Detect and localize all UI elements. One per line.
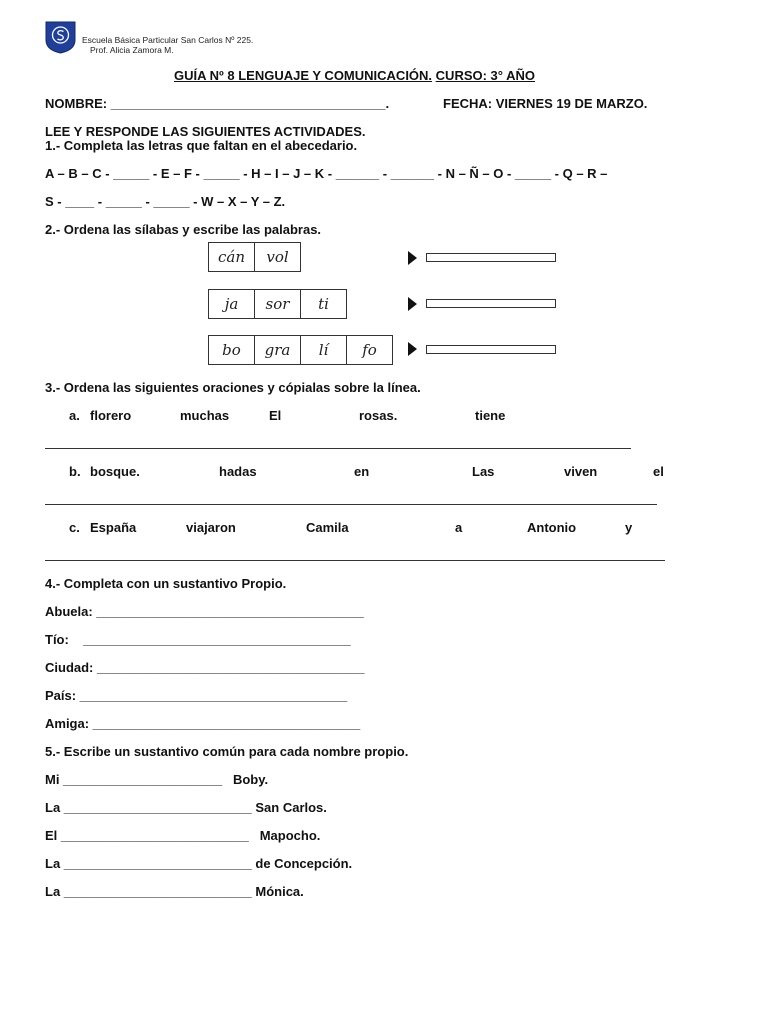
word: viven	[564, 464, 598, 479]
q3-title: 3.- Ordena las siguientes oraciones y cópialas sobre la línea.	[45, 380, 421, 395]
answer-box-2[interactable]	[426, 299, 556, 308]
syllable-tile: cán	[209, 243, 255, 271]
guide-title: GUÍA Nº 8 LENGUAJE Y COMUNICACIÓN.	[174, 68, 433, 83]
school-name: Escuela Básica Particular San Carlos Nº 225.	[82, 35, 254, 45]
word: España	[90, 520, 137, 535]
word: el	[653, 464, 664, 479]
fill-line-abuela[interactable]: Abuela: _____________________________________	[45, 604, 364, 619]
word: Las	[472, 464, 495, 479]
q2-title: 2.- Ordena las sílabas y escribe las palabras.	[45, 222, 322, 237]
word: florero	[90, 408, 132, 423]
syllable-box-row-1	[208, 242, 301, 272]
school-crest-logo	[45, 20, 76, 54]
syllable-tile: lí	[301, 336, 347, 364]
syllable-box-row-2	[208, 289, 347, 319]
date-label: FECHA: VIERNES 19 DE MARZO.	[443, 96, 648, 111]
fill-line-amiga[interactable]: Amiga: _____________________________________	[45, 716, 361, 731]
syllable-tile: gra	[255, 336, 301, 364]
arrow-right-icon	[408, 251, 417, 265]
syllable-tile: ti	[318, 295, 329, 313]
syllable-tile: vol	[266, 248, 289, 266]
fill-line-ciudad[interactable]: Ciudad: _____________________________________	[45, 660, 365, 675]
answer-box-3[interactable]	[426, 345, 556, 354]
word: en	[354, 464, 370, 479]
word: muchas	[180, 408, 230, 423]
q1-title: 1.- Completa las letras que faltan en el abecedario.	[45, 138, 358, 153]
sentence-c-marker: c.	[69, 520, 80, 535]
fill-line-boby[interactable]: Mi ______________________ Boby.	[45, 772, 269, 787]
syllable-tile: fo	[362, 341, 377, 359]
q4-title: 4.- Completa con un sustantivo Propio.	[45, 576, 287, 591]
word: a	[455, 520, 463, 535]
course-label: CURSO: 3° AÑO	[435, 68, 536, 83]
fill-line-mapocho[interactable]: El __________________________ Mapocho.	[45, 828, 321, 843]
fill-line-pais[interactable]: País: _____________________________________	[45, 688, 348, 703]
syllable-box-row-3	[208, 335, 393, 365]
sentence-b-marker: b.	[69, 464, 81, 479]
page-title	[174, 68, 535, 83]
arrow-right-icon	[408, 342, 417, 356]
answer-box-1[interactable]	[426, 253, 556, 262]
word: Antonio	[527, 520, 577, 535]
name-field[interactable]: NOMBRE: ______________________________________.	[45, 96, 390, 111]
fill-line-tio[interactable]: Tío: _____________________________________	[45, 632, 351, 647]
word: bosque.	[90, 464, 140, 479]
q1-alphabet-line-1[interactable]: A – B – C - _____ - E – F - _____ - H – I – J – K - ______ - ______ - N – Ñ – O - _____ - Q – R –	[45, 166, 608, 181]
fill-line-concepcion[interactable]: La __________________________ de Concepción.	[45, 856, 353, 871]
q5-title: 5.- Escribe un sustantivo común para cada nombre propio.	[45, 744, 409, 759]
word: Camila	[306, 520, 349, 535]
answer-line-b[interactable]	[45, 504, 657, 505]
word: El	[269, 408, 282, 423]
word: hadas	[219, 464, 257, 479]
word: viajaron	[186, 520, 236, 535]
syllable-tile: sor	[255, 290, 301, 318]
syllable-tile: bo	[209, 336, 255, 364]
word: rosas.	[359, 408, 398, 423]
syllable-tile: ja	[209, 290, 255, 318]
arrow-right-icon	[408, 297, 417, 311]
sentence-a-marker: a.	[69, 408, 80, 423]
fill-line-monica[interactable]: La __________________________ Mónica.	[45, 884, 304, 899]
word: y	[625, 520, 633, 535]
teacher-name: Prof. Alicia Zamora M.	[90, 45, 174, 55]
instructions-heading: LEE Y RESPONDE LAS SIGUIENTES ACTIVIDADES.	[45, 124, 366, 139]
fill-line-san-carlos[interactable]: La __________________________ San Carlos.	[45, 800, 327, 815]
q1-alphabet-line-2[interactable]: S - ____ - _____ - _____ - W – X – Y – Z.	[45, 194, 286, 209]
word: tiene	[475, 408, 506, 423]
answer-line-c[interactable]	[45, 560, 665, 561]
answer-line-a[interactable]	[45, 448, 631, 449]
